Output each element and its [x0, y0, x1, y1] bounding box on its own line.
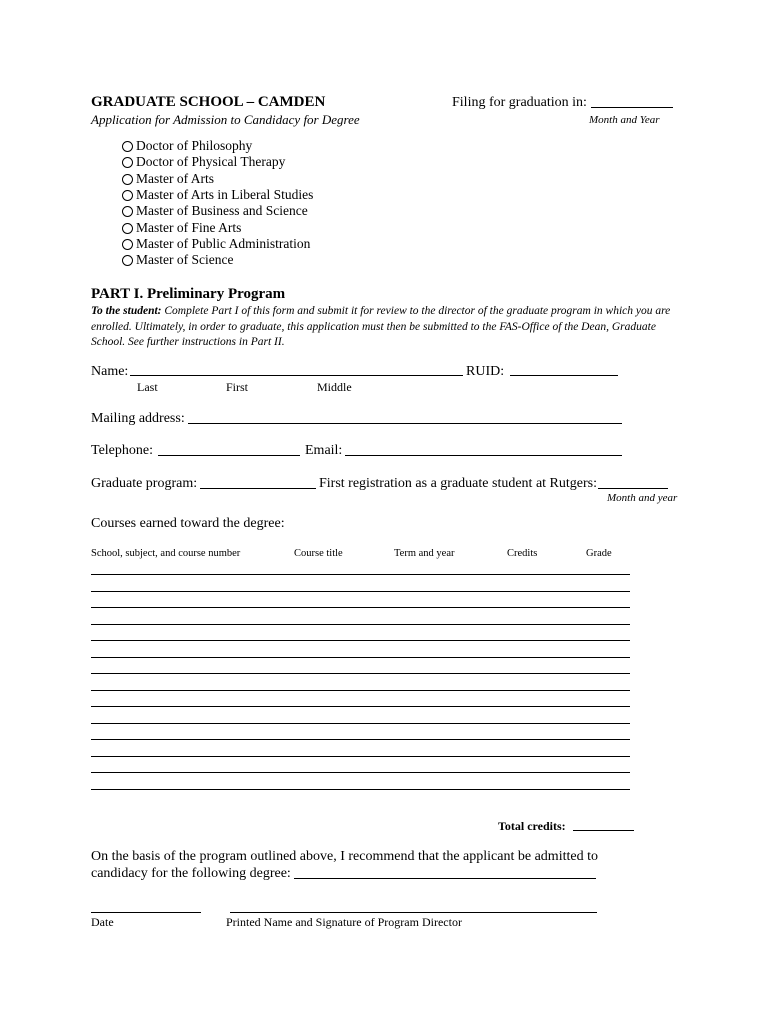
telephone-input[interactable] [158, 455, 300, 456]
program-input[interactable] [200, 488, 316, 489]
degree-radio[interactable] [122, 223, 133, 234]
name-first-label: First [226, 380, 249, 394]
filing-input[interactable] [591, 107, 673, 108]
ruid-label: RUID: [466, 364, 505, 379]
course-row-line[interactable] [91, 657, 630, 658]
degree-radio[interactable] [122, 174, 133, 185]
course-row-line[interactable] [91, 739, 630, 740]
degree-label: Doctor of Physical Therapy [136, 154, 286, 169]
courses-label: Courses earned toward the degree: [91, 516, 285, 531]
degree-radio[interactable] [122, 141, 133, 152]
name-last-label: Last [137, 380, 158, 394]
mailing-label: Mailing address: [91, 411, 185, 426]
date-input[interactable] [91, 912, 201, 913]
form-subtitle: Application for Admission to Candidacy for Degree [91, 112, 360, 127]
first-registration-input[interactable] [598, 488, 668, 489]
column-header-grade: Grade [586, 548, 612, 559]
course-row-line[interactable] [91, 772, 630, 773]
course-row-line[interactable] [91, 640, 630, 641]
signature-input[interactable] [230, 912, 597, 913]
course-row-line[interactable] [91, 723, 630, 724]
total-credits-label: Total credits: [498, 819, 566, 833]
course-row-line[interactable] [91, 690, 630, 691]
degree-label: Master of Science [136, 252, 234, 267]
course-row-line[interactable] [91, 673, 630, 674]
column-header-course-title: Course title [294, 548, 343, 559]
course-row-line[interactable] [91, 607, 630, 608]
course-row-line[interactable] [91, 706, 630, 707]
course-row-line[interactable] [91, 624, 630, 625]
date-label: Date [91, 915, 114, 929]
degree-radio[interactable] [122, 157, 133, 168]
degree-label: Doctor of Philosophy [136, 138, 253, 153]
degree-radio[interactable] [122, 239, 133, 250]
mailing-input[interactable] [188, 423, 622, 424]
column-header-course-number: School, subject, and course number [91, 548, 241, 559]
ruid-input[interactable] [510, 375, 618, 376]
course-row-line[interactable] [91, 789, 630, 790]
course-row-line[interactable] [91, 756, 630, 757]
filing-label: Filing for graduation in: [452, 95, 587, 110]
degree-label: Master of Business and Science [136, 203, 308, 218]
column-header-credits: Credits [507, 548, 538, 559]
part1-heading: PART I. Preliminary Program [91, 286, 286, 302]
instructions-lead: To the student: [91, 305, 162, 317]
name-input[interactable] [130, 375, 463, 376]
telephone-label: Telephone: [91, 443, 153, 458]
first-registration-sublabel: Month and year [607, 492, 678, 504]
email-input[interactable] [345, 455, 622, 456]
degree-radio[interactable] [122, 190, 133, 201]
form-title: GRADUATE SCHOOL – CAMDEN [91, 94, 326, 110]
name-label: Name: [91, 364, 129, 379]
email-label: Email: [305, 443, 343, 458]
first-registration-label: First registration as a graduate student at Rutgers: [319, 476, 597, 491]
name-middle-label: Middle [317, 380, 352, 394]
degree-recommended-input[interactable] [294, 878, 596, 879]
degree-label: Master of Arts [136, 171, 214, 186]
column-header-term-year: Term and year [394, 548, 455, 559]
instructions-body: Complete Part I of this form and submit it for review to the director of the graduate program in which you are enrolled. Ultimately, in order to graduate, this application must then be submitted to the FAS-Office of the Dean, Graduate School. See further instructions in Part II. [91, 305, 671, 348]
signature-label: Printed Name and Signature of Program Director [226, 915, 462, 929]
program-label: Graduate program: [91, 476, 198, 491]
part1-instructions [91, 304, 681, 351]
degree-label: Master of Public Administration [136, 236, 311, 251]
total-credits-input[interactable] [573, 830, 634, 831]
degree-radio[interactable] [122, 255, 133, 266]
recommend-line-2: candidacy for the following degree: [91, 866, 291, 881]
degree-label: Master of Fine Arts [136, 220, 242, 235]
course-row-line[interactable] [91, 574, 630, 575]
recommend-line-1: On the basis of the program outlined above, I recommend that the applicant be admitted to [91, 849, 598, 864]
degree-label: Master of Arts in Liberal Studies [136, 187, 314, 202]
degree-radio[interactable] [122, 206, 133, 217]
course-row-line[interactable] [91, 591, 630, 592]
filing-sublabel: Month and Year [589, 114, 660, 126]
